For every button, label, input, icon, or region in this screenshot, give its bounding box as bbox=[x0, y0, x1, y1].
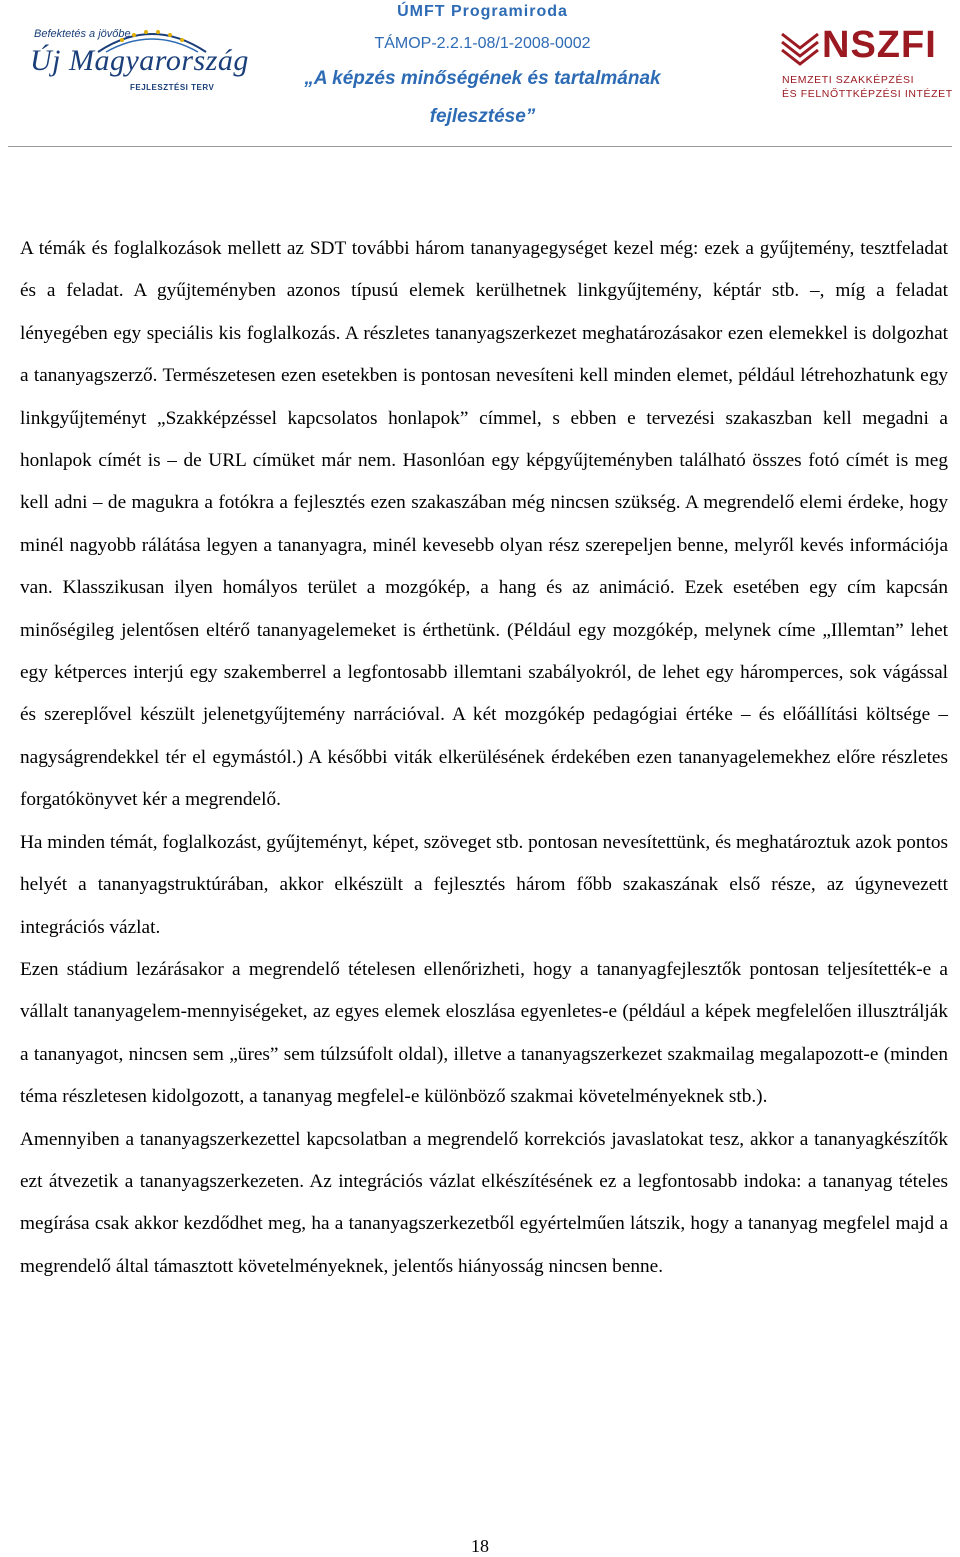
uj-magyarorszag-logo bbox=[22, 18, 249, 100]
nszfi-logo bbox=[780, 24, 953, 106]
header-project-title: „A képzés minőségének és tartalmának bbox=[304, 68, 661, 89]
page-header bbox=[0, 0, 960, 150]
page-number: 18 bbox=[471, 1536, 489, 1556]
body-paragraph: A témák és foglalkozások mellett az SDT további három tananyagegységet kezel még: ezek a gyűjtemény, tesztfeladat és a feladat. A gyűjteményben azonos típusú elemek kerülhetnek linkgyűjtemény, képtár stb. –, míg a feladat lényegében egy speciális kis foglalkozás. A részletes tananyagszerkezet meghatározásakor ezen elemekkel is dolgozhat a tananyagszerző. Természetesen ezen esetekben is pontosan nevesíteni kell minden elemet, például létrehozhatunk egy linkgyűjteményt „Szakképzéssel kapcsolatos honlapok” címmel, s ebben e tervezési szakaszban kell megadni a honlapok címét is – de URL címüket már nem. Hasonlóan egy képgyűjteményben található összes fotó címét is meg kell adni – de magukra a fotókra a fejlesztés ezen szakaszában még nincsen szükség. A megrendelő elemi érdeke, hogy minél nagyobb rálátása legyen a tananyagra, minél kevesebb olyan rész szerepeljen benne, melyről kevés információja van. Klasszikusan ilyen homályos terület a mozgókép, a hang és az animáció. Ezek esetében egy cím kapcsán minőségileg jelentősen eltérő tananyagelemeket is érthetünk. (Például egy mozgókép, melynek címe „Illemtan” lehet egy kétperces interjú egy szakemberrel a legfontosabb illemtani szabályokról, de lehet egy háromperces, sok vágással és szereplővel készült jelenetgyűjtemény narrációval. A két mozgókép pedagógiai értéke – és előállítási költsége – nagyságrendekkel tér el egymástól.) A későbbi viták elkerülésének érdekében ezen tananyagelemekhez előre részletes forgatókönyvet kér a megrendelő. bbox=[20, 238, 948, 811]
header-project-code: TÁMOP-2.2.1-08/1-2008-0002 bbox=[374, 35, 591, 52]
logo-name: Új Magyarország bbox=[30, 44, 249, 77]
body-paragraph: Amennyiben a tananyagszerkezettel kapcsolatban a megrendelő korrekciós javaslatokat tesz, akkor a tananyagkészítők ezt átvezetik a tananyagszerkezeten. Az integrációs vázlat elkészítésének ez a legfontosabb indoka: a tananyag tételes megírása csak akkor kezdődhet meg, ha a tananyagszerkezetből egyértelműen látszik, hogy a tananyag megfelel majd a megrendelő által támasztott követelményeknek, jelentős hiányosság nincsen benne. bbox=[20, 1128, 948, 1277]
header-divider bbox=[8, 146, 952, 147]
header-program-office: ÚMFT Programiroda bbox=[397, 3, 568, 20]
nszfi-chevron-icon bbox=[780, 28, 820, 70]
nszfi-subtitle-1: NEMZETI SZAKKÉPZÉSI bbox=[782, 74, 915, 86]
body-paragraph: Ezen stádium lezárásakor a megrendelő tételesen ellenőrizheti, hogy a tananyagfejlesztők pontosan teljesítették-e a vállalt tananyagelem-mennyiségeket, az egyes elemek eloszlása egyenletes-e (például a képek megfelelően illusztrálják a tananyagot, nincsen sem „üres” sem túlzsúfolt oldal), illetve a tananyagszerkezet szakmailag megalapozott-e (minden téma részletesen kidolgozott, a tananyag megfelel-e különböző szakmai követelményeknek stb.). bbox=[20, 958, 948, 1108]
body-paragraph: Ha minden témát, foglalkozást, gyűjteményt, képet, szöveget stb. pontosan nevesítettünk, és meghatároztuk azok pontos helyét a tananyagstruktúrában, akkor elkészült a fejlesztés három főbb szakaszának első része, az úgynevezett integrációs vázlat. bbox=[20, 831, 948, 938]
logo-tagline: Befektetés a jövőbe bbox=[34, 28, 131, 40]
header-project-title-cont: fejlesztése” bbox=[429, 106, 536, 127]
logo-subtitle: FEJLESZTÉSI TERV bbox=[130, 83, 215, 92]
nszfi-subtitle-2: ÉS FELNŐTTKÉPZÉSI INTÉZET bbox=[782, 88, 953, 100]
document-body bbox=[20, 228, 948, 1288]
nszfi-wordmark: NSZFI bbox=[822, 24, 937, 66]
